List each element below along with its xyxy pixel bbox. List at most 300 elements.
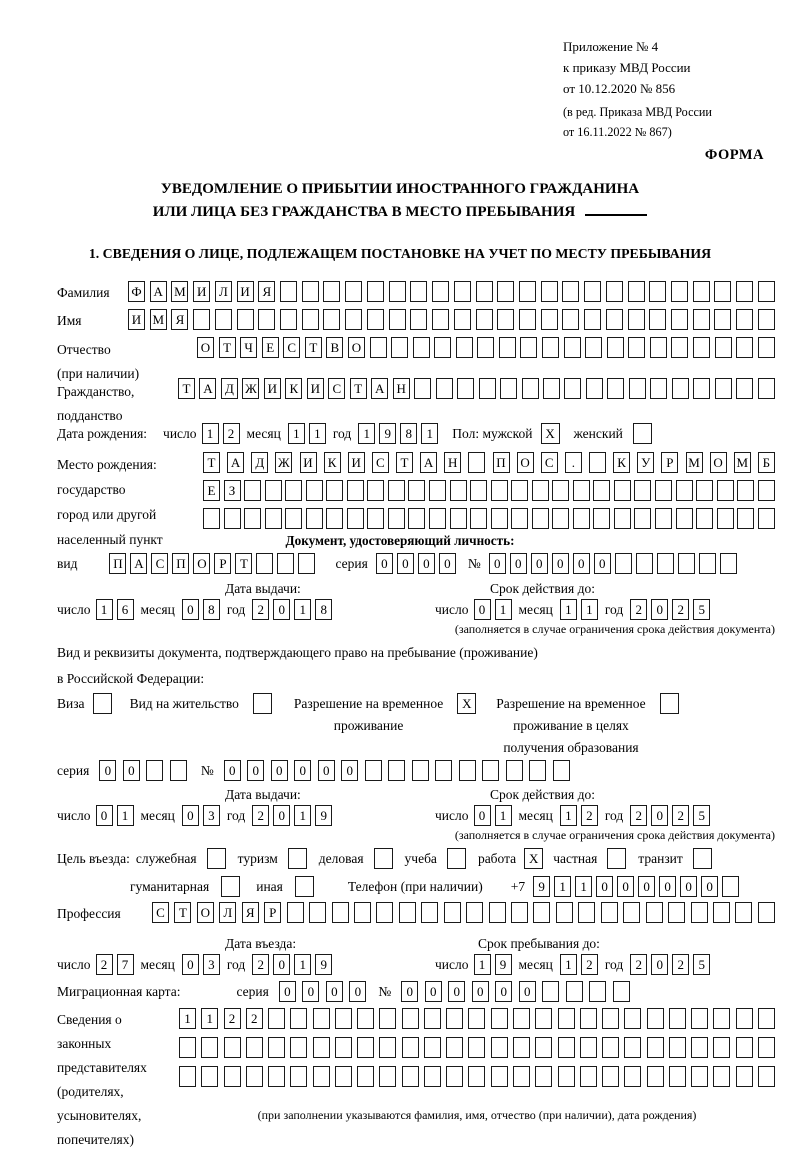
char-cell[interactable] [593,480,610,501]
char-cell[interactable]: 1 [201,1008,218,1029]
char-cell[interactable]: М [686,452,703,473]
char-cell[interactable] [552,508,569,529]
char-cell[interactable] [224,1037,241,1058]
char-cell[interactable]: Т [174,902,191,923]
char-cell[interactable] [671,337,688,358]
sex-female-checkbox[interactable] [633,423,652,444]
char-cell[interactable] [224,508,241,529]
char-cell[interactable] [520,337,537,358]
char-cell[interactable]: 9 [315,805,332,826]
char-cell[interactable]: 2 [672,805,689,826]
char-cell[interactable] [553,760,570,781]
char-cell[interactable]: 9 [533,876,550,897]
char-cell[interactable]: И [237,281,254,302]
char-cell[interactable] [412,760,429,781]
char-cell[interactable]: 2 [223,423,240,444]
char-cell[interactable] [678,553,695,574]
char-cell[interactable] [737,508,754,529]
char-cell[interactable] [429,508,446,529]
char-cell[interactable] [499,337,516,358]
char-cell[interactable] [717,480,734,501]
char-cell[interactable] [306,508,323,529]
char-cell[interactable] [713,1066,730,1087]
char-cell[interactable] [468,452,485,473]
char-cell[interactable] [669,1066,686,1087]
char-cell[interactable]: К [285,378,302,399]
char-cell[interactable] [345,309,362,330]
char-cell[interactable] [399,902,416,923]
char-cell[interactable] [532,508,549,529]
char-cell[interactable]: 0 [279,981,296,1002]
char-cell[interactable] [696,480,713,501]
char-cell[interactable] [715,378,732,399]
char-cell[interactable]: М [150,309,167,330]
char-cell[interactable] [601,902,618,923]
char-cell[interactable]: 0 [425,981,442,1002]
char-cell[interactable]: 0 [418,553,435,574]
char-cell[interactable]: 1 [294,805,311,826]
char-cell[interactable] [256,553,273,574]
char-cell[interactable]: 2 [672,954,689,975]
char-cell[interactable] [402,1066,419,1087]
char-cell[interactable] [265,480,282,501]
char-cell[interactable]: Ж [275,452,292,473]
char-cell[interactable] [476,309,493,330]
char-cell[interactable] [170,760,187,781]
char-cell[interactable] [624,1037,641,1058]
char-cell[interactable] [290,1008,307,1029]
char-cell[interactable]: И [264,378,281,399]
char-cell[interactable]: 0 [182,599,199,620]
char-cell[interactable]: Е [203,480,220,501]
char-cell[interactable]: А [227,452,244,473]
char-cell[interactable]: 1 [202,423,219,444]
char-cell[interactable]: 0 [273,954,290,975]
char-cell[interactable]: 1 [560,954,577,975]
char-cell[interactable]: 0 [617,876,634,897]
char-cell[interactable]: З [224,480,241,501]
char-cell[interactable]: 0 [552,553,569,574]
char-cell[interactable] [693,309,710,330]
char-cell[interactable] [268,1066,285,1087]
char-cell[interactable] [347,508,364,529]
char-cell[interactable] [345,281,362,302]
char-cell[interactable]: С [541,452,558,473]
char-cell[interactable] [470,480,487,501]
char-cell[interactable] [602,1037,619,1058]
char-cell[interactable] [649,281,666,302]
char-cell[interactable] [736,1008,753,1029]
char-cell[interactable] [491,1008,508,1029]
char-cell[interactable] [580,1008,597,1029]
char-cell[interactable]: П [493,452,510,473]
char-cell[interactable] [646,902,663,923]
char-cell[interactable] [379,1037,396,1058]
char-cell[interactable] [388,760,405,781]
char-cell[interactable]: 0 [273,599,290,620]
char-cell[interactable] [672,378,689,399]
char-cell[interactable]: Т [178,378,195,399]
char-cell[interactable] [693,281,710,302]
char-cell[interactable] [613,981,630,1002]
char-cell[interactable]: 0 [651,954,668,975]
char-cell[interactable]: О [348,337,365,358]
purpose-transit-checkbox[interactable] [693,848,712,869]
char-cell[interactable] [379,1066,396,1087]
char-cell[interactable] [758,1066,775,1087]
char-cell[interactable]: 1 [560,805,577,826]
char-cell[interactable] [482,760,499,781]
char-cell[interactable] [280,309,297,330]
char-cell[interactable] [424,1037,441,1058]
char-cell[interactable] [614,508,631,529]
purpose-private-checkbox[interactable] [607,848,626,869]
char-cell[interactable]: Т [203,452,220,473]
char-cell[interactable] [421,902,438,923]
char-cell[interactable] [424,1008,441,1029]
char-cell[interactable] [237,309,254,330]
char-cell[interactable]: И [307,378,324,399]
char-cell[interactable]: 1 [581,599,598,620]
char-cell[interactable] [246,1066,263,1087]
char-cell[interactable] [357,1008,374,1029]
sex-male-checkbox[interactable]: X [541,423,560,444]
char-cell[interactable] [365,760,382,781]
char-cell[interactable]: 0 [472,981,489,1002]
char-cell[interactable] [578,902,595,923]
char-cell[interactable] [357,1037,374,1058]
char-cell[interactable]: С [283,337,300,358]
char-cell[interactable] [489,902,506,923]
char-cell[interactable] [491,1037,508,1058]
char-cell[interactable] [298,553,315,574]
purpose-humanitarian-checkbox[interactable] [221,876,240,897]
char-cell[interactable] [717,508,734,529]
char-cell[interactable]: О [193,553,210,574]
char-cell[interactable]: 1 [96,599,113,620]
char-cell[interactable] [543,378,560,399]
char-cell[interactable] [323,309,340,330]
char-cell[interactable] [354,902,371,923]
char-cell[interactable] [758,902,775,923]
char-cell[interactable] [470,508,487,529]
char-cell[interactable] [628,309,645,330]
char-cell[interactable] [558,1037,575,1058]
char-cell[interactable]: Д [251,452,268,473]
char-cell[interactable]: 0 [123,760,140,781]
char-cell[interactable] [758,1008,775,1029]
char-cell[interactable] [313,1066,330,1087]
char-cell[interactable] [224,1066,241,1087]
char-cell[interactable]: 0 [397,553,414,574]
char-cell[interactable] [201,1066,218,1087]
char-cell[interactable]: 5 [693,954,710,975]
char-cell[interactable]: 9 [315,954,332,975]
char-cell[interactable] [737,480,754,501]
char-cell[interactable] [669,1008,686,1029]
char-cell[interactable] [370,337,387,358]
char-cell[interactable]: 0 [349,981,366,1002]
char-cell[interactable]: С [151,553,168,574]
char-cell[interactable] [388,508,405,529]
char-cell[interactable] [552,480,569,501]
char-cell[interactable] [203,508,220,529]
char-cell[interactable]: М [171,281,188,302]
char-cell[interactable] [736,281,753,302]
char-cell[interactable] [696,508,713,529]
char-cell[interactable] [691,1008,708,1029]
char-cell[interactable]: О [197,337,214,358]
char-cell[interactable] [146,760,163,781]
char-cell[interactable]: Р [661,452,678,473]
char-cell[interactable]: Ч [240,337,257,358]
char-cell[interactable] [424,1066,441,1087]
char-cell[interactable]: 0 [273,805,290,826]
char-cell[interactable] [615,553,632,574]
char-cell[interactable]: 5 [693,599,710,620]
char-cell[interactable] [497,309,514,330]
char-cell[interactable]: К [613,452,630,473]
char-cell[interactable] [573,508,590,529]
char-cell[interactable]: П [109,553,126,574]
char-cell[interactable] [367,508,384,529]
char-cell[interactable]: 0 [302,981,319,1002]
char-cell[interactable]: 0 [326,981,343,1002]
char-cell[interactable] [367,480,384,501]
char-cell[interactable] [532,480,549,501]
char-cell[interactable] [457,378,474,399]
char-cell[interactable] [302,281,319,302]
char-cell[interactable] [691,1037,708,1058]
char-cell[interactable]: 0 [182,805,199,826]
char-cell[interactable] [335,1066,352,1087]
char-cell[interactable] [629,378,646,399]
char-cell[interactable] [367,309,384,330]
char-cell[interactable]: 0 [376,553,393,574]
char-cell[interactable]: И [300,452,317,473]
char-cell[interactable]: Д [221,378,238,399]
char-cell[interactable] [542,337,559,358]
char-cell[interactable] [564,337,581,358]
char-cell[interactable]: 2 [224,1008,241,1029]
char-cell[interactable] [558,1066,575,1087]
char-cell[interactable]: Л [219,902,236,923]
char-cell[interactable]: Л [215,281,232,302]
char-cell[interactable] [432,309,449,330]
char-cell[interactable] [201,1037,218,1058]
char-cell[interactable] [758,378,775,399]
char-cell[interactable] [650,337,667,358]
char-cell[interactable] [287,902,304,923]
char-cell[interactable]: 1 [495,599,512,620]
char-cell[interactable] [691,1066,708,1087]
char-cell[interactable]: 1 [179,1008,196,1029]
char-cell[interactable] [736,1066,753,1087]
char-cell[interactable]: 0 [294,760,311,781]
char-cell[interactable]: 8 [203,599,220,620]
char-cell[interactable] [736,309,753,330]
char-cell[interactable]: 6 [117,599,134,620]
char-cell[interactable] [758,1037,775,1058]
char-cell[interactable]: У [637,452,654,473]
visa-checkbox[interactable] [93,693,112,714]
char-cell[interactable]: 2 [630,599,647,620]
char-cell[interactable]: 0 [531,553,548,574]
char-cell[interactable] [623,902,640,923]
char-cell[interactable] [558,1008,575,1029]
char-cell[interactable]: Я [242,902,259,923]
temp-residence-checkbox[interactable]: X [457,693,476,714]
char-cell[interactable] [244,480,261,501]
char-cell[interactable] [722,876,739,897]
char-cell[interactable]: 1 [495,805,512,826]
char-cell[interactable]: 2 [581,805,598,826]
char-cell[interactable] [450,508,467,529]
char-cell[interactable] [562,281,579,302]
char-cell[interactable]: 2 [252,954,269,975]
char-cell[interactable]: 3 [203,805,220,826]
char-cell[interactable] [573,480,590,501]
char-cell[interactable] [736,337,753,358]
char-cell[interactable] [450,480,467,501]
purpose-business-checkbox[interactable] [374,848,393,869]
char-cell[interactable] [268,1037,285,1058]
char-cell[interactable] [326,480,343,501]
char-cell[interactable]: 0 [401,981,418,1002]
char-cell[interactable] [669,1037,686,1058]
char-cell[interactable] [265,508,282,529]
char-cell[interactable] [391,337,408,358]
char-cell[interactable] [585,337,602,358]
char-cell[interactable]: 0 [182,954,199,975]
char-cell[interactable]: А [199,378,216,399]
char-cell[interactable]: Т [219,337,236,358]
char-cell[interactable] [541,281,558,302]
char-cell[interactable] [606,309,623,330]
char-cell[interactable]: 0 [519,981,536,1002]
char-cell[interactable] [676,480,693,501]
char-cell[interactable] [535,1008,552,1029]
char-cell[interactable] [580,1066,597,1087]
char-cell[interactable]: 0 [701,876,718,897]
char-cell[interactable] [513,1066,530,1087]
char-cell[interactable]: П [172,553,189,574]
char-cell[interactable]: 1 [474,954,491,975]
char-cell[interactable]: 0 [224,760,241,781]
char-cell[interactable] [268,1008,285,1029]
char-cell[interactable] [535,1037,552,1058]
char-cell[interactable]: Т [396,452,413,473]
char-cell[interactable] [285,508,302,529]
char-cell[interactable]: 1 [575,876,592,897]
char-cell[interactable] [655,508,672,529]
char-cell[interactable] [584,309,601,330]
char-cell[interactable] [500,378,517,399]
char-cell[interactable] [326,508,343,529]
char-cell[interactable] [758,309,775,330]
char-cell[interactable] [408,508,425,529]
char-cell[interactable] [302,309,319,330]
char-cell[interactable] [649,309,666,330]
char-cell[interactable] [215,309,232,330]
purpose-study-checkbox[interactable] [447,848,466,869]
char-cell[interactable]: Е [262,337,279,358]
char-cell[interactable] [671,309,688,330]
char-cell[interactable] [655,480,672,501]
char-cell[interactable]: С [152,902,169,923]
char-cell[interactable]: 8 [400,423,417,444]
char-cell[interactable] [379,1008,396,1029]
char-cell[interactable]: О [197,902,214,923]
char-cell[interactable]: 1 [117,805,134,826]
char-cell[interactable] [562,309,579,330]
char-cell[interactable] [542,981,559,1002]
char-cell[interactable] [456,337,473,358]
char-cell[interactable] [491,508,508,529]
char-cell[interactable]: 0 [247,760,264,781]
char-cell[interactable] [479,378,496,399]
char-cell[interactable] [497,281,514,302]
char-cell[interactable]: Ф [128,281,145,302]
char-cell[interactable]: 2 [672,599,689,620]
purpose-other-checkbox[interactable] [295,876,314,897]
char-cell[interactable] [556,902,573,923]
char-cell[interactable]: 0 [659,876,676,897]
char-cell[interactable]: 2 [630,954,647,975]
char-cell[interactable] [624,1066,641,1087]
char-cell[interactable]: И [348,452,365,473]
char-cell[interactable] [589,452,606,473]
char-cell[interactable] [584,281,601,302]
char-cell[interactable] [676,508,693,529]
char-cell[interactable]: Р [264,902,281,923]
char-cell[interactable] [491,480,508,501]
char-cell[interactable]: 0 [99,760,116,781]
char-cell[interactable]: А [371,378,388,399]
char-cell[interactable]: С [328,378,345,399]
char-cell[interactable] [589,981,606,1002]
char-cell[interactable] [647,1008,664,1029]
char-cell[interactable] [691,902,708,923]
char-cell[interactable] [193,309,210,330]
char-cell[interactable] [607,337,624,358]
char-cell[interactable] [280,281,297,302]
char-cell[interactable] [323,281,340,302]
char-cell[interactable] [511,902,528,923]
char-cell[interactable]: А [150,281,167,302]
char-cell[interactable] [435,760,452,781]
char-cell[interactable] [713,902,730,923]
char-cell[interactable] [522,378,539,399]
char-cell[interactable]: 2 [630,805,647,826]
char-cell[interactable]: 0 [638,876,655,897]
char-cell[interactable] [413,337,430,358]
char-cell[interactable]: 0 [474,599,491,620]
char-cell[interactable] [335,1037,352,1058]
char-cell[interactable]: О [710,452,727,473]
char-cell[interactable]: 0 [318,760,335,781]
char-cell[interactable] [513,1037,530,1058]
char-cell[interactable]: 1 [358,423,375,444]
char-cell[interactable] [593,508,610,529]
char-cell[interactable] [634,508,651,529]
char-cell[interactable]: 0 [651,805,668,826]
char-cell[interactable]: А [130,553,147,574]
char-cell[interactable] [758,337,775,358]
char-cell[interactable]: О [517,452,534,473]
char-cell[interactable]: 0 [474,805,491,826]
char-cell[interactable] [335,1008,352,1029]
